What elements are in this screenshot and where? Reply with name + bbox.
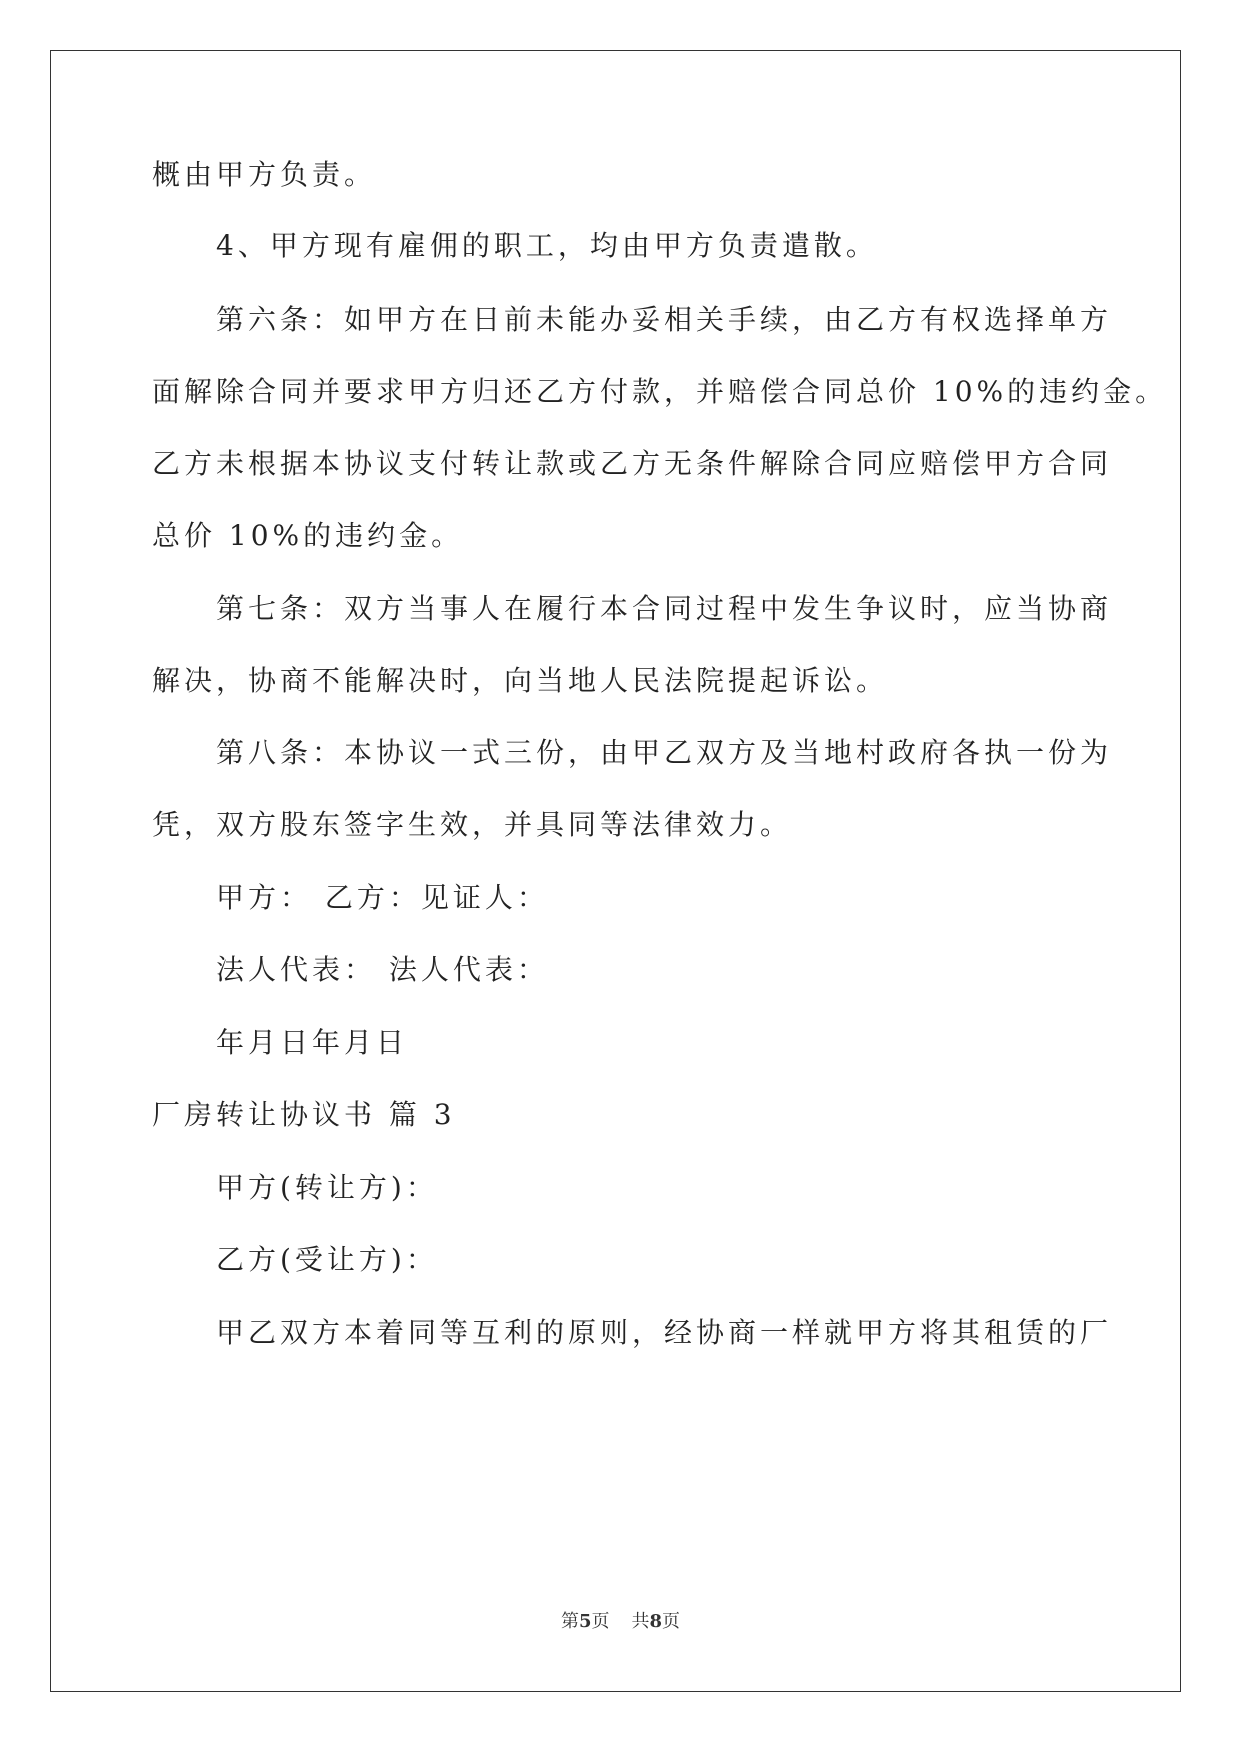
party-a-line: 甲方(转让方)： [216,1171,438,1204]
body-line-8: 解决，协商不能解决时，向当地人民法院提起诉讼。 [152,664,889,697]
body-line-10: 凭，双方股东签字生效，并具同等法律效力。 [152,808,793,841]
signature-date-line: 年月日年月日 [216,1026,409,1059]
body-line-17: 甲乙双方本着同等互利的原则，经协商一样就甲方将其租赁的厂 [216,1316,1113,1349]
body-line-4: 面解除合同并要求甲方归还乙方付款，并赔偿合同总价 10%的违约金。 [152,375,1168,408]
body-line-3: 第六条：如甲方在日前未能办妥相关手续，由乙方有权选择单方 [216,303,1113,336]
body-line-2: 4、甲方现有雇佣的职工，均由甲方负责遣散。 [216,229,878,262]
page-border [50,50,1181,1692]
footer-total-suffix: 页 [662,1611,681,1632]
page-footer [0,1610,1241,1634]
party-b-line: 乙方(受让方)： [216,1243,438,1276]
footer-page-suffix: 页 [591,1611,610,1632]
body-line-9: 第八条：本协议一式三份，由甲乙双方及当地村政府各执一份为 [216,736,1113,769]
body-line-1: 概由甲方负责。 [152,158,377,191]
signature-parties-line: 甲方： 乙方：见证人： [216,881,549,914]
footer-page-number: 5 [578,1611,592,1632]
body-line-6: 总价 10%的违约金。 [152,519,464,552]
body-line-7: 第七条：双方当事人在履行本合同过程中发生争议时，应当协商 [216,592,1113,625]
section-heading: 厂房转让协议书 篇 3 [152,1098,456,1131]
footer-prefix: 第 [560,1611,579,1632]
signature-representative-line: 法人代表： 法人代表： [216,953,549,986]
body-line-5: 乙方未根据本协议支付转让款或乙方无条件解除合同应赔偿甲方合同 [152,447,1113,480]
footer-total-prefix: 共 [631,1611,650,1632]
footer-total-pages: 8 [649,1611,663,1632]
